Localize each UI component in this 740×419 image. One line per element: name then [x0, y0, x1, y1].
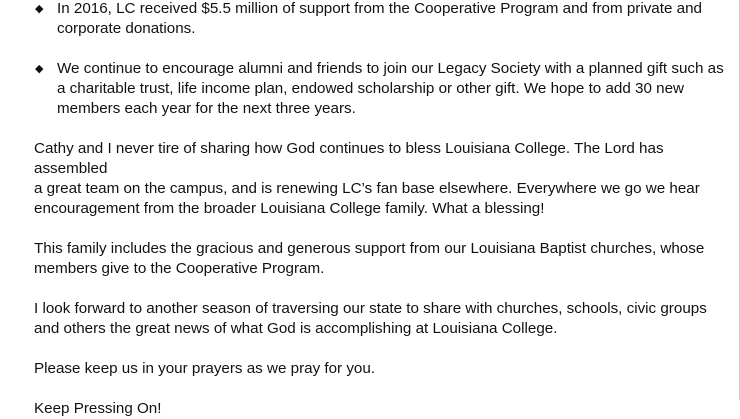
letter-body: [34, 0, 724, 419]
text-line: a charitable trust, life income plan, endowed scholarship or other gift. We hope to add 30 new: [57, 80, 684, 97]
bullet-item-cooperative-program: [34, 0, 724, 39]
text-line: This family includes the gracious and generous support from our Louisiana Baptist churches, whose: [34, 240, 705, 257]
text-line: members each year for the next three years.: [57, 100, 356, 117]
closing-line: Keep Pressing On!: [34, 400, 162, 417]
text-line: I look forward to another season of traversing our state to share with churches, schools, civic groups: [34, 300, 707, 317]
text-line: and others the great news of what God is accomplishing at Louisiana College.: [34, 320, 558, 337]
paragraph-baptist-churches: [34, 239, 724, 279]
bullet-item-legacy-society: [34, 59, 724, 119]
bullet-text: [57, 59, 724, 119]
paragraph-prayers: [34, 359, 724, 379]
text-line: Please keep us in your prayers as we pray for you.: [34, 360, 376, 377]
diamond-bullet-icon: ◆: [35, 3, 44, 15]
text-line: members give to the Cooperative Program.: [34, 260, 325, 277]
text-line: In 2016, LC received $5.5 million of support from the Cooperative Program and from private and: [57, 0, 702, 17]
paragraph-season-travel: [34, 299, 724, 339]
text-line: a great team on the campus, and is renewing LC’s fan base elsewhere. Everywhere we go we hear: [34, 180, 700, 197]
diamond-bullet-icon: ◆: [35, 63, 44, 75]
bullet-text: [57, 0, 724, 39]
text-line: Cathy and I never tire of sharing how God continues to bless Louisiana College. The Lord has assembled: [34, 140, 664, 177]
text-line: corporate donations.: [57, 20, 196, 37]
text-line: We continue to encourage alumni and friends to join our Legacy Society with a planned gift such as: [57, 60, 724, 77]
paragraph-blessing: [34, 139, 724, 219]
text-line: encouragement from the broader Louisiana College family. What a blessing!: [34, 200, 545, 217]
